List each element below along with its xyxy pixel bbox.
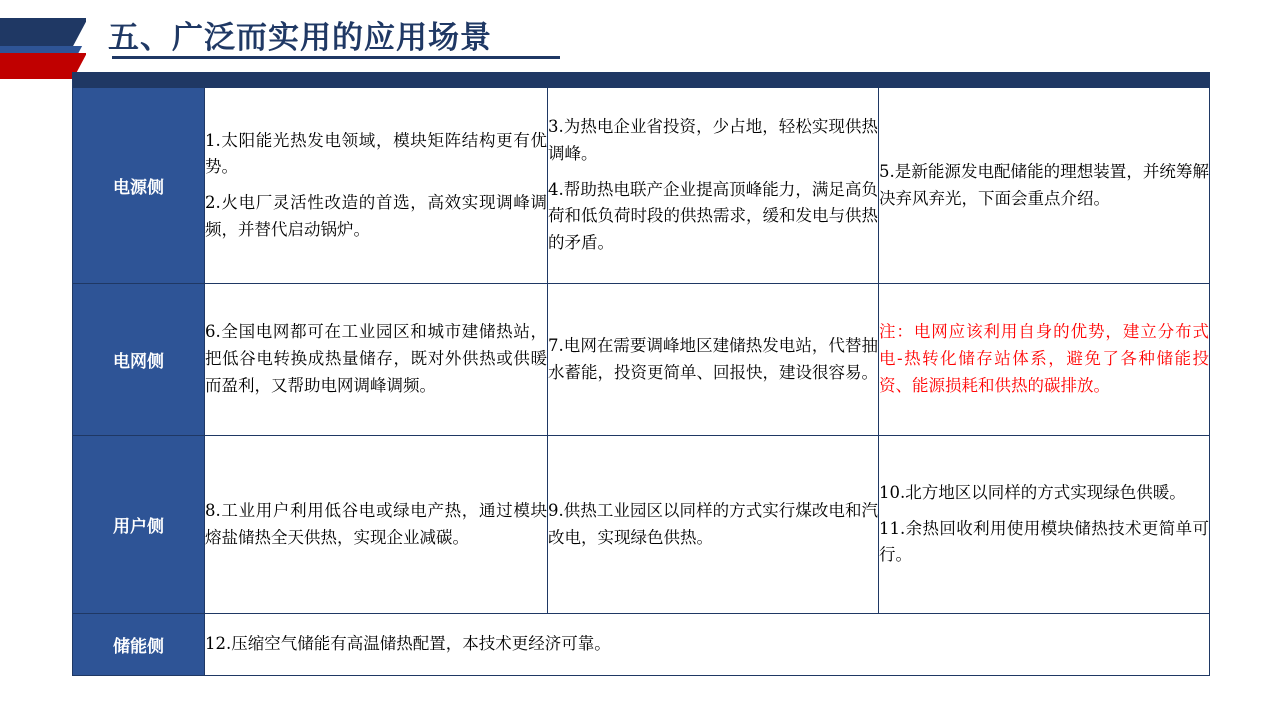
cell-paragraph: 8.工业用户利用低谷电或绿电产热，通过模块熔盐储热全天供热，实现企业减碳。: [205, 500, 547, 547]
cell-paragraph: 5.是新能源发电配储能的理想装置，并统筹解决弃风弃光，下面会重点介绍。: [879, 161, 1209, 208]
table-row: [73, 614, 1210, 676]
header-cell-col-3: [879, 73, 1210, 88]
cell-user-3: [879, 436, 1210, 614]
cell-paragraph: 12.压缩空气储能有高温储热配置，本技术更经济可靠。: [205, 634, 611, 654]
decorative-band-blue: [0, 18, 86, 48]
cell-paragraph: 3.为热电企业省投资，少占地，轻松实现供热调峰。: [548, 117, 878, 163]
header-cell-col-2: [548, 73, 879, 88]
header-cell-label: [73, 73, 205, 88]
cell-paragraph-note: 注：电网应该利用自身的优势，建立分布式电-热转化储存站体系，避免了各种储能投资、能源损耗和供热的碳排放。: [879, 322, 1209, 395]
cell-user-1: [205, 436, 548, 614]
cell-paragraph: 7.电网在需要调峰地区建储热发电站，代替抽水蓄能，投资更简单、回报快，建设很容易。: [548, 335, 878, 382]
page-title: 五、广泛而实用的应用场景: [108, 20, 492, 56]
cell-paragraph: 11.余热回收利用使用模块储热技术更简单可行。: [879, 518, 1209, 565]
cell-paragraph: 1.太阳能光热发电领域，模块矩阵结构更有优势。: [205, 130, 547, 177]
cell-power-source-1: [205, 88, 548, 284]
cell-power-source-2: [548, 88, 879, 284]
application-scenarios-table: [72, 72, 1210, 676]
title-underline: [112, 56, 560, 59]
table-row: [73, 284, 1210, 436]
cell-grid-1: [205, 284, 548, 436]
header-cell-col-1: [205, 73, 548, 88]
cell-paragraph: 10.北方地区以同样的方式实现绿色供暖。: [879, 482, 1186, 502]
cell-power-source-3: [879, 88, 1210, 284]
table-row: [73, 436, 1210, 614]
cell-paragraph: 6.全国电网都可在工业园区和城市建储热站，把低谷电转换成热量储存，既对外供热或供暖而盈利，又帮助电网调峰调频。: [205, 322, 547, 395]
row-label-user: 用户侧: [73, 436, 205, 614]
row-label-power-source: 电源侧: [73, 88, 205, 284]
table-header-row: [73, 73, 1210, 88]
table-row: [73, 88, 1210, 284]
cell-paragraph: 9.供热工业园区以同样的方式实行煤改电和汽改电，实现绿色供热。: [548, 500, 878, 547]
cell-storage-span: [205, 614, 1210, 676]
cell-paragraph: 2.火电厂灵活性改造的首选，高效实现调峰调频，并替代启动锅炉。: [205, 193, 547, 239]
cell-user-2: [548, 436, 879, 614]
corner-decoration: [0, 18, 86, 80]
row-label-grid: 电网侧: [73, 284, 205, 436]
cell-grid-2: [548, 284, 879, 436]
cell-grid-3-note: [879, 284, 1210, 436]
cell-paragraph: 4.帮助热电联产企业提高顶峰能力，满足高负荷和低负荷时段的供热需求，缓和发电与供热的矛盾。: [548, 179, 878, 253]
row-label-storage: 储能侧: [73, 614, 205, 676]
